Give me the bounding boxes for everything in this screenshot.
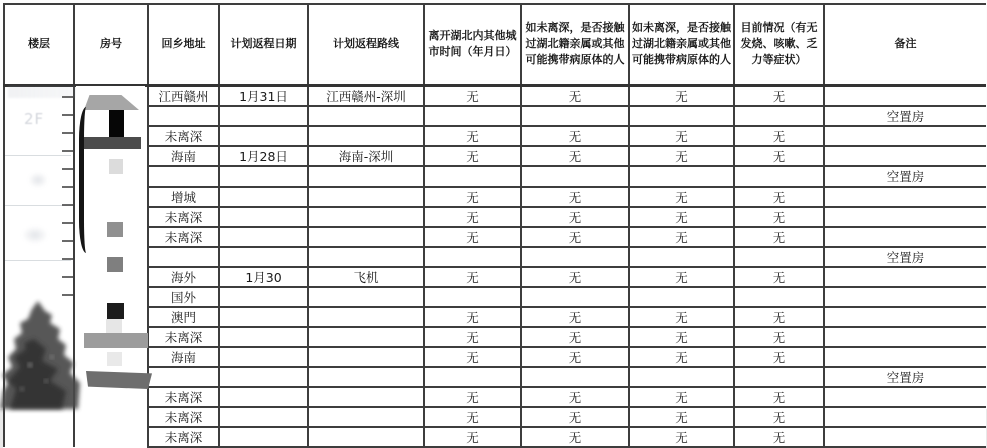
table-cell[interactable]: 无 bbox=[521, 207, 629, 227]
table-cell[interactable] bbox=[824, 187, 986, 207]
column-header-contact-history-1[interactable]: 如未离深，是否接触过湖北籍亲属或其他可能携带病原体的人 bbox=[521, 4, 629, 85]
table-cell[interactable] bbox=[74, 327, 148, 347]
table-cell[interactable] bbox=[424, 287, 521, 307]
table-cell[interactable]: 国外 bbox=[148, 287, 219, 307]
column-header-contact-history-2[interactable]: 如未离深，是否接触过湖北籍亲属或其他可能携带病原体的人 bbox=[629, 4, 734, 85]
table-cell[interactable] bbox=[4, 347, 74, 367]
table-cell[interactable] bbox=[74, 427, 148, 447]
table-cell[interactable] bbox=[148, 106, 219, 126]
table-cell[interactable]: 无 bbox=[424, 387, 521, 407]
table-cell[interactable] bbox=[308, 407, 424, 427]
table-cell[interactable] bbox=[219, 327, 308, 347]
table-cell[interactable] bbox=[824, 407, 986, 427]
column-header-hometown-address[interactable]: 回乡地址 bbox=[148, 4, 219, 85]
table-cell[interactable]: 无 bbox=[521, 187, 629, 207]
table-cell[interactable]: 空置房 bbox=[824, 247, 986, 267]
table-cell[interactable] bbox=[521, 106, 629, 126]
table-cell[interactable] bbox=[521, 247, 629, 267]
table-row bbox=[4, 227, 986, 247]
table-cell[interactable] bbox=[4, 387, 74, 407]
table-row bbox=[4, 187, 986, 207]
column-header-planned-return-route[interactable]: 计划返程路线 bbox=[308, 4, 424, 85]
table-cell[interactable] bbox=[308, 166, 424, 187]
table-cell[interactable] bbox=[74, 106, 148, 126]
table-cell[interactable] bbox=[74, 407, 148, 427]
column-header-current-condition[interactable]: 目前情况（有无发烧、咳嗽、乏力等症状） bbox=[734, 4, 824, 85]
table-cell[interactable] bbox=[424, 106, 521, 126]
table-cell[interactable] bbox=[148, 367, 219, 387]
table-cell[interactable] bbox=[74, 146, 148, 166]
table-cell[interactable] bbox=[4, 207, 74, 227]
table-cell[interactable]: 无 bbox=[629, 407, 734, 427]
table-cell[interactable]: 海外 bbox=[148, 267, 219, 287]
table-cell[interactable] bbox=[74, 207, 148, 227]
table-cell[interactable]: 无 bbox=[734, 307, 824, 327]
table-cell[interactable]: 无 bbox=[734, 146, 824, 166]
table-cell[interactable]: 无 bbox=[424, 85, 521, 106]
table-cell[interactable]: 海南 bbox=[148, 146, 219, 166]
table-cell[interactable] bbox=[824, 287, 986, 307]
table-cell[interactable]: 无 bbox=[424, 126, 521, 146]
table-cell[interactable] bbox=[308, 106, 424, 126]
table-cell[interactable]: 无 bbox=[629, 187, 734, 207]
table-cell[interactable] bbox=[308, 307, 424, 327]
table-cell[interactable] bbox=[4, 307, 74, 327]
table-cell[interactable]: 无 bbox=[521, 427, 629, 447]
table-row bbox=[4, 106, 986, 126]
table-cell[interactable]: 江西赣州 bbox=[148, 85, 219, 106]
table-row bbox=[4, 166, 986, 187]
table-cell[interactable] bbox=[4, 267, 74, 287]
table-cell[interactable] bbox=[734, 287, 824, 307]
table-cell[interactable]: 未离深 bbox=[148, 387, 219, 407]
table-cell[interactable] bbox=[424, 166, 521, 187]
table-row bbox=[4, 267, 986, 287]
table-cell[interactable] bbox=[629, 247, 734, 267]
table-cell[interactable] bbox=[824, 85, 986, 106]
table-cell[interactable] bbox=[74, 227, 148, 247]
table-cell[interactable] bbox=[308, 187, 424, 207]
table-cell[interactable] bbox=[219, 427, 308, 447]
table-cell[interactable]: 无 bbox=[424, 227, 521, 247]
table-row bbox=[4, 327, 986, 347]
table-cell[interactable]: 增城 bbox=[148, 187, 219, 207]
table-cell[interactable]: 无 bbox=[734, 427, 824, 447]
table-cell[interactable] bbox=[629, 166, 734, 187]
table-cell[interactable] bbox=[219, 287, 308, 307]
table-cell[interactable] bbox=[308, 387, 424, 407]
table-cell[interactable] bbox=[308, 327, 424, 347]
table-cell[interactable] bbox=[308, 367, 424, 387]
table-cell[interactable]: 无 bbox=[521, 227, 629, 247]
table-cell[interactable]: 1月31日 bbox=[219, 85, 308, 106]
table-cell[interactable] bbox=[308, 347, 424, 367]
table-cell[interactable] bbox=[424, 247, 521, 267]
table-cell[interactable] bbox=[824, 347, 986, 367]
table-cell[interactable]: 澳門 bbox=[148, 307, 219, 327]
table-cell[interactable]: 空置房 bbox=[824, 106, 986, 126]
table-row bbox=[4, 287, 986, 307]
table-cell[interactable]: 飞机 bbox=[308, 267, 424, 287]
table-cell[interactable] bbox=[824, 427, 986, 447]
table-cell[interactable] bbox=[74, 387, 148, 407]
table-cell[interactable]: 无 bbox=[424, 307, 521, 327]
table-cell[interactable] bbox=[824, 267, 986, 287]
table-row bbox=[4, 247, 986, 267]
table-cell[interactable] bbox=[824, 387, 986, 407]
table-cell[interactable] bbox=[4, 146, 74, 166]
table-cell[interactable]: 海南-深圳 bbox=[308, 146, 424, 166]
table-cell[interactable] bbox=[308, 247, 424, 267]
table-cell[interactable] bbox=[734, 367, 824, 387]
table-cell[interactable]: 无 bbox=[734, 126, 824, 146]
table-cell[interactable] bbox=[824, 327, 986, 347]
table-cell[interactable]: 无 bbox=[424, 187, 521, 207]
table-cell[interactable]: 无 bbox=[424, 146, 521, 166]
table-cell[interactable] bbox=[74, 367, 148, 387]
table-cell[interactable] bbox=[74, 307, 148, 327]
table-cell[interactable] bbox=[74, 267, 148, 287]
table-cell[interactable]: 无 bbox=[629, 267, 734, 287]
table-cell[interactable] bbox=[4, 327, 74, 347]
column-header-room-number[interactable]: 房号 bbox=[74, 4, 148, 85]
table-cell[interactable] bbox=[734, 166, 824, 187]
table-cell[interactable]: 无 bbox=[629, 307, 734, 327]
table-cell[interactable]: 无 bbox=[734, 327, 824, 347]
table-cell[interactable] bbox=[4, 166, 74, 187]
table-cell[interactable]: 江西赣州-深圳 bbox=[308, 85, 424, 106]
table-cell[interactable] bbox=[219, 126, 308, 146]
table-cell[interactable]: 1月28日 bbox=[219, 146, 308, 166]
table-row bbox=[4, 427, 986, 447]
table-cell[interactable]: 无 bbox=[629, 85, 734, 106]
table-cell[interactable]: 无 bbox=[424, 427, 521, 447]
column-header-floor[interactable]: 楼层 bbox=[4, 4, 74, 85]
table-cell[interactable] bbox=[219, 227, 308, 247]
table-cell[interactable]: 未离深 bbox=[148, 207, 219, 227]
table-cell[interactable] bbox=[219, 247, 308, 267]
table-cell[interactable]: 无 bbox=[629, 327, 734, 347]
table-cell[interactable] bbox=[734, 106, 824, 126]
table-cell[interactable] bbox=[521, 166, 629, 187]
table-cell[interactable]: 无 bbox=[424, 267, 521, 287]
column-header-remarks[interactable]: 备注 bbox=[824, 4, 986, 85]
table-cell[interactable]: 无 bbox=[521, 387, 629, 407]
table-cell[interactable] bbox=[219, 187, 308, 207]
table-cell[interactable] bbox=[824, 207, 986, 227]
table-cell[interactable] bbox=[4, 407, 74, 427]
table-row bbox=[4, 85, 986, 106]
table-cell[interactable]: 未离深 bbox=[148, 327, 219, 347]
table-cell[interactable]: 未离深 bbox=[148, 126, 219, 146]
table-cell[interactable] bbox=[219, 347, 308, 367]
table-cell[interactable]: 无 bbox=[734, 207, 824, 227]
table-cell[interactable] bbox=[4, 247, 74, 267]
table-row bbox=[4, 126, 986, 146]
table-cell[interactable] bbox=[308, 287, 424, 307]
table-cell[interactable] bbox=[4, 126, 74, 146]
table-cell[interactable] bbox=[219, 106, 308, 126]
table-row bbox=[4, 367, 986, 387]
table-cell[interactable]: 无 bbox=[629, 146, 734, 166]
table-cell[interactable]: 无 bbox=[424, 327, 521, 347]
table-cell[interactable]: 无 bbox=[521, 126, 629, 146]
table-cell[interactable]: 未离深 bbox=[148, 407, 219, 427]
table-cell[interactable]: 无 bbox=[424, 347, 521, 367]
table-cell[interactable]: 无 bbox=[629, 207, 734, 227]
table-cell[interactable]: 海南 bbox=[148, 347, 219, 367]
table-cell[interactable]: 空置房 bbox=[824, 367, 986, 387]
table-body bbox=[4, 85, 986, 447]
table-cell[interactable]: 无 bbox=[521, 327, 629, 347]
table-cell[interactable]: 未离深 bbox=[148, 227, 219, 247]
table-row bbox=[4, 347, 986, 367]
table-cell[interactable] bbox=[824, 307, 986, 327]
table-cell[interactable] bbox=[308, 207, 424, 227]
table-cell[interactable]: 无 bbox=[629, 427, 734, 447]
table-cell[interactable]: 无 bbox=[629, 347, 734, 367]
table-cell[interactable] bbox=[424, 367, 521, 387]
table-cell[interactable] bbox=[4, 367, 74, 387]
floor-ghost-label: 2F bbox=[24, 110, 45, 128]
table-cell[interactable]: 无 bbox=[521, 407, 629, 427]
table-cell[interactable] bbox=[308, 427, 424, 447]
table-cell[interactable]: 无 bbox=[521, 347, 629, 367]
table-row bbox=[4, 387, 986, 407]
table-cell[interactable] bbox=[74, 85, 148, 106]
table-cell[interactable]: 无 bbox=[521, 85, 629, 106]
table-cell[interactable] bbox=[824, 146, 986, 166]
table-cell[interactable]: 未离深 bbox=[148, 427, 219, 447]
table-cell[interactable]: 无 bbox=[424, 407, 521, 427]
table-cell[interactable] bbox=[521, 367, 629, 387]
table-cell[interactable]: 1月30 bbox=[219, 267, 308, 287]
table-cell[interactable] bbox=[219, 407, 308, 427]
return-info-table bbox=[3, 3, 986, 448]
table-cell[interactable]: 无 bbox=[734, 267, 824, 287]
table-row bbox=[4, 307, 986, 327]
table-cell[interactable]: 无 bbox=[521, 267, 629, 287]
table-cell[interactable] bbox=[4, 106, 74, 126]
table-cell[interactable] bbox=[219, 387, 308, 407]
table-cell[interactable] bbox=[4, 287, 74, 307]
table-cell[interactable]: 无 bbox=[734, 387, 824, 407]
table-cell[interactable] bbox=[219, 367, 308, 387]
table-cell[interactable] bbox=[4, 85, 74, 106]
table-cell[interactable] bbox=[148, 166, 219, 187]
table-cell[interactable] bbox=[521, 287, 629, 307]
table-cell[interactable] bbox=[219, 207, 308, 227]
table-cell[interactable]: 无 bbox=[734, 85, 824, 106]
table-cell[interactable] bbox=[74, 287, 148, 307]
table-cell[interactable]: 无 bbox=[521, 146, 629, 166]
header-row bbox=[4, 4, 986, 85]
table-cell[interactable] bbox=[4, 187, 74, 207]
table-cell[interactable]: 无 bbox=[734, 227, 824, 247]
table-cell[interactable]: 无 bbox=[424, 207, 521, 227]
table-cell[interactable]: 无 bbox=[629, 126, 734, 146]
table-cell[interactable] bbox=[4, 227, 74, 247]
table-cell[interactable] bbox=[74, 126, 148, 146]
table-cell[interactable]: 空置房 bbox=[824, 166, 986, 187]
table-cell[interactable] bbox=[734, 247, 824, 267]
column-header-leave-hubei-city-time[interactable]: 离开湖北内其他城市时间（年月日） bbox=[424, 4, 521, 85]
table-cell[interactable] bbox=[629, 287, 734, 307]
table-cell[interactable] bbox=[629, 367, 734, 387]
table-cell[interactable] bbox=[74, 347, 148, 367]
table-cell[interactable] bbox=[74, 166, 148, 187]
table-row bbox=[4, 146, 986, 166]
table-cell[interactable]: 无 bbox=[629, 387, 734, 407]
table-cell[interactable] bbox=[219, 166, 308, 187]
table-cell[interactable] bbox=[4, 427, 74, 447]
table-row bbox=[4, 407, 986, 427]
table-cell[interactable]: 无 bbox=[734, 347, 824, 367]
table-cell[interactable] bbox=[74, 187, 148, 207]
column-header-planned-return-date[interactable]: 计划返程日期 bbox=[219, 4, 308, 85]
table-row bbox=[4, 207, 986, 227]
table-cell[interactable]: 无 bbox=[734, 407, 824, 427]
table-cell[interactable]: 无 bbox=[629, 227, 734, 247]
table-cell[interactable] bbox=[74, 247, 148, 267]
table-cell[interactable] bbox=[308, 126, 424, 146]
table-cell[interactable] bbox=[308, 227, 424, 247]
table-cell[interactable] bbox=[824, 227, 986, 247]
table-cell[interactable] bbox=[629, 106, 734, 126]
table-cell[interactable] bbox=[148, 247, 219, 267]
table-cell[interactable] bbox=[824, 126, 986, 146]
table-cell[interactable]: 无 bbox=[734, 187, 824, 207]
table-cell[interactable]: 无 bbox=[521, 307, 629, 327]
table-cell[interactable] bbox=[219, 307, 308, 327]
